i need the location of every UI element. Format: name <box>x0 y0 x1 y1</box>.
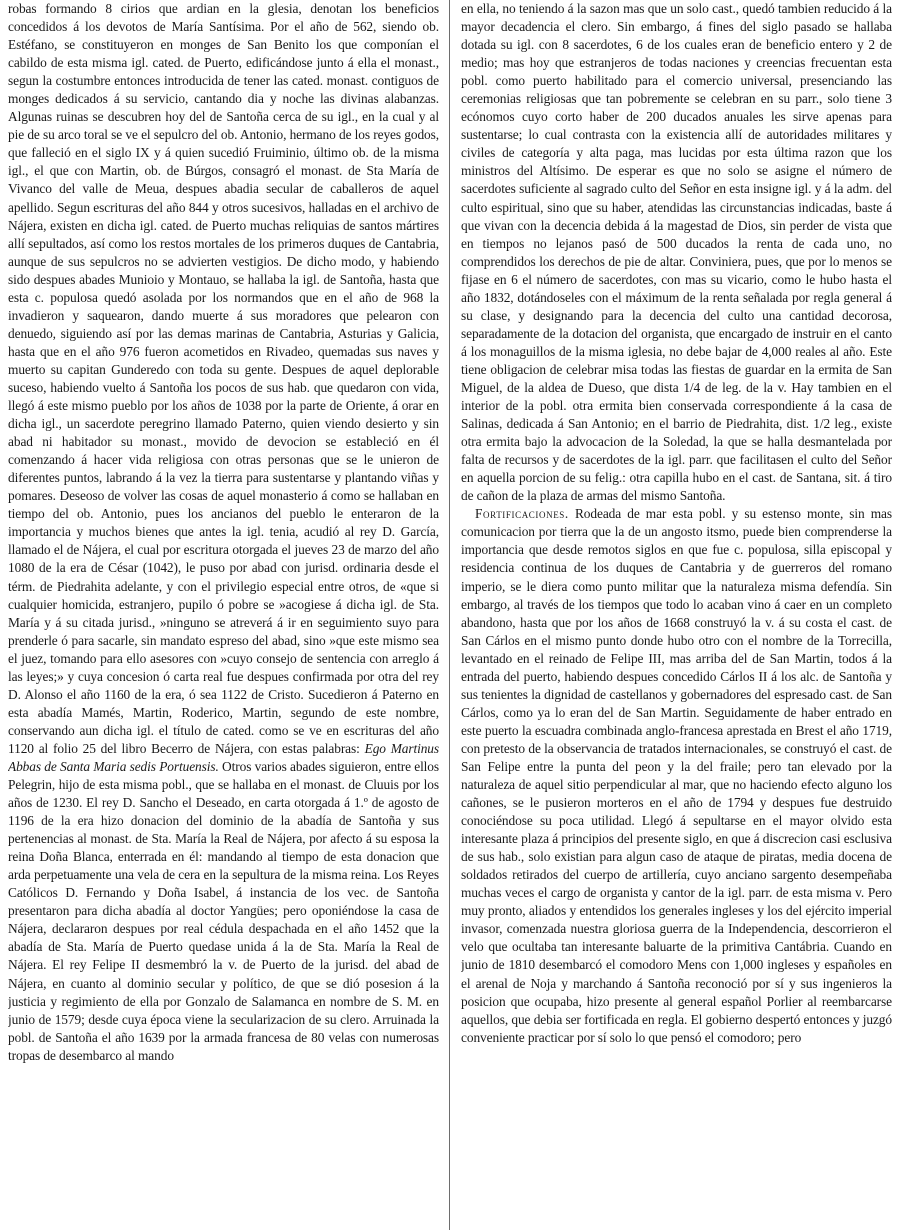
left-paragraph-1-text: robas formando 8 cirios que ardian en la glesia, denotan los beneficios concedidos á los devotos de María Santísima. Por el año de 562, siendo ob. Estéfano, se constituyeron en monges de San Benito los que componían el cabildo de esta misma igl. cated. de Puerto, edificándose junto á ella el monast., segun la costumbre entonces introducida de tener las cated. monast. contiguos de monges dedicados á su servicio, cantando dia y noche las divinas alabanzas. Algunas ruinas se descubren hoy del de Santoña cerca de su igl., en la cual y al pie de su arco toral se ve el sepulcro del ob. Antonio, hermano de los reyes godos, que falleció en el siglo IX y á quien sucedió Fruiminio, último ob. de la misma igl., el que con Martin, ob. de Búrgos, consagró el monast. de Sta María de Vivanco del valle de Meua, despues abadia secular de caballeros de aquel apellido. Segun escrituras del año 844 y otros sucesivos, halladas en el archivo de Nájera, existen en dicha igl. cated. de Puerto muchas reliquias de santos mártires allí sepultados, así como los restos mortales de los primeros duques de Cantabria, aunque de sus sepulcros no se advierten vestigios. De dicho modo, y habiendo sido despues abades Munioio y Montauo, se hallaba la igl. de Santoña, hasta que esta c. populosa quedó asolada por los normandos que en el año de 968 la invadieron y saquearon, dando muerte á sus moradores que pelearon con denuedo, siguiendo así por las demas marinas de Cantabria, Asturias y Galicia, hasta que en el año 976 fueron acometidos en Rivadeo, quemadas sus naves y muerto su capitan Gunderedo con toda su gente. Despues de aquel deplorable suceso, habiendo vuelto á Santoña los pocos de sus hab. que quedaron con vida, llegó á este mismo pueblo por los años de 1038 por la parte de Oriente, á orar en dicha igl., un sacerdote peregrino llamado Paterno, quien viendo desierto y sin abad ni habitador su monast., movido de devocion se estableció en él comenzando á hacer vida religiosa con otras personas que se le unieron de diferentes puntos, labrando á la vez la tierra para sustentarse y plantando viñas y pomares. Deseoso de volver las cosas de aquel monasterio á como se hallaban en tiempo del ob. Antonio, pues los ancianos del pueblo le enteraron de la importancia y muchos bienes que antes la igl. tenia, acudió al rey D. García, llamado el de Nájera, el cual por escritura otorgada el jueves 23 de marzo del año 1080 de la era de César (1042), le puso por abad con jurisd. ordinaria desde el térm. de Piedrahita adelante, y con el privilegio especial entre otros, de «que si cualquier homicida, estranjero, pupilo ó pobre se »acogiese á dicha igl. de Sta. María y á su citada jurisd., »ninguno se atreverá á ir en seguimiento suyo para prenderle ó para sacarle, sin mandato espreso del abad, sino »que este mismo sea el juez, tomando para ello asesores con »cuyo consejo de sentencia con arreglo á las leyes;» y cuya concesion ó carta real fue despues confirmada por otra del rey D. Alonso el año 1160 de la era, ó sea 1122 de Cristo. Sucedieron á Paterno en esta abadía Mamés, Martin, Roderico, Martin, segundo de este nombre, conservando aun dicha igl. el título de cated. como se ve en escrituras del año 1120 al folio 25 del libro Becerro de Nájera, con estas palabras: <box>8 1 439 756</box>
fortificaciones-text: Rodeada de mar esta pobl. y su estenso monte, sin mas comunicacion por tierra que la de un angosto itsmo, puede bien comprenderse la importancia que desde remotos siglos en que fue c. populosa, silla episcopal y residencia continua de los duques de Cantabria y de guerreros del romano imperio, se le diera como punto militar que la naturaleza misma defendía. Sin embargo, al través de los tiempos que todo lo acaban vino á caer en un completo abandono, hasta que por los años de 1668 construyó la v. á su costa el cast. de San Cárlos en el mismo punto donde hubo otro con el nombre de la Torrecilla, levantado en el reinado de Felipe III, mas arriba del de San Martin, todos á la entrada del puerto, habiendo despues concedido Cárlos II á los alc. de Santoña y sus tenientes la dignidad de castellanos y gobernadores del espresado cast. de San Cárlos, como ya lo eran del de San Martin. Seguidamente de haber entrado en este puerto la escuadra combinada anglo-francesa aprestada en Brest el año 1719, con pretesto de la observancia de tratados internacionales, se construyó el cast. de San Felipe entre la punta del peon y la del fraile; pero tan elevado por la naturaleza de aquel sitio perpendicular al mar, que no haciendo efecto alguno los cañones, se le pusieron morteros en el año de 1794 y despues fue destruido conociéndose su poca utilidad. Llegó á sepultarse en el mayor olvido esta interesante plaza á principios del presente siglo, en que á discrecion casi esclusiva de sus hab., solo existian para algun caso de ataque de piratas, media docena de soldados retirados del cuerpo de artillería, cuyo anciano sargento desempeñaba muchas veces el cargo de organista y cantor de la igl. parr. de esta misma v. Pero muy pronto, aliados y entendidos los generales ingleses y los del ejército imperial invasor, comenzada nuestra gloriosa guerra de la Independencia, descorrieron el velo que ocultaba tan interesante baluarte de la primitiva Cantábria. Cuando en junio de 1810 desembarcó el comodoro Mens con 1,000 ingleses y españoles en el arenal de Noja y marchando á Santoña reconoció por sí y sus ingenieros la posicion que ocupaba, hizo presente al general español Porlier al reembarcarse aquellos, que debia ser fortificada en regla. El gobierno despertó entonces y juzgó conveniente practicar por sí solo lo que pensó el comodoro; pero <box>461 506 892 1045</box>
fortificaciones-paragraph <box>461 505 892 1046</box>
left-paragraph-2-text: Otros varios abades siguieron, entre ellos Pelegrin, hijo de esta misma pobl., que se hallaba en el monast. de Cluuis por los años de 1230. El rey D. Sancho el Deseado, en carta otorgada á 1.º de agosto de 1196 de la era hizo donacion del dominio de la abadía de Santoña y sus pertenencias al monast. de Sta. María la Real de Nájera, por afecto á su esposa la reina Doña Blanca, enterrada en él: mandando al tiempo de esta donacion que arda perpetuamente una vela de cera en la sepultura de la misma reina. Los Reyes Católicos D. Fernando y Doña Isabel, á instancia de los vec. de Santoña presentaron para dicha abadía al doctor Yangües; pero oponiéndose la casa de Nájera, declararon despues por real cédula despachada en el año 1452 que la abadía de Sta. María de Puerto quedase unida á la de Sta. María la Real de Nájera. El rey Felipe II desmembró la v. de Puerto de la jurisd. del abad de Nájera, en cuanto al dominio secular y político, de que se dió posesion á la justicia y regimiento de ella por Gonzalo de Salamanca en nombre de S. M. en junio de 1579; desde cuya época viene la secularizacion de su clero. Arruinada la pobl. de Santoña el año 1639 por la armada francesa de 80 velas con numerosas tropas de desembarco al mando <box>8 758 439 1063</box>
right-column <box>461 0 892 1230</box>
section-title-fortificaciones: Fortificaciones. <box>475 506 569 522</box>
left-paragraph-1 <box>8 0 439 1065</box>
latin-quote: Ego Martinus Abbas de Santa Maria sedis Portuensis. <box>8 740 439 774</box>
column-divider <box>449 0 450 1230</box>
left-column <box>8 0 439 1230</box>
right-paragraph-1: en ella, no teniendo á la sazon mas que un solo cast., quedó tambien reducido á la mayor decadencia el clero. Sin embargo, á fines del siglo pasado se hallaba dotada su igl. con 8 sacerdotes, 6 de los cuales eran de beneficio entero y 2 de medio; mas hoy que estranjeros de todas naciones y creencias frecuentan esta pobl. como puerto habilitado para el comercio universal, presenciando las ceremonias religiosas que tan pobremente se celebran en su parr., solo tiene 3 ecónomos cuyo corto haber de 200 ducados anuales les sirve apenas para sustentarse; lo cual contrasta con la existencia allí de autoridades militares y civiles de categoría y alta paga, mas lucidas por esta última razon que los ministros del Altísimo. De esperar es que no solo se asigne el número de sacerdotes suficiente al sagrado culto del Señor en esta insigne igl. y á la adm. del culto espiritual, sino que su haber, atendidas las circunstancias indicadas, baste á que vivan con la decencia debida á la magestad de Dios, sin perder de vista que en tiempos no lejanos pasó de 500 ducados la renta de cada uno, no comprendidos los derechos de pie de altar. Conviniera, pues, que por lo menos se fijase en 6 el número de sacerdotes, con mas su vicario, como le hubo hasta el año 1832, dotándoseles con el máximum de la renta señalada por regla general á su clase, y designando para la decencia del culto una cantidad decorosa, separadamente de la dotacion del organista, que encargado de instruir en el canto á los monaguillos de la misma iglesia, no debe bajar de 4,000 reales al año. Este tiene obligacion de celebrar misa todas las fiestas de guardar en la ermita de San Miguel, de la aldea de Dueso, que dista 1/4 de leg. de la v. Hay tambien en el interior de la pobl. otra ermita bien conservada correspondiente á la casa de Salinas, dedicada á San Antonio; en el barrio de Piedrahita, dist. 1/2 leg., existe otra ermita bajo la advocacion de la Soledad, la que se halla desmantelada por falta de recursos y de sacerdotes de la igl. parr. que facilitasen el culto del Señor en aquella porcion de su felig.: otra capilla hubo en el cast. de Santana, sit. á tiro de cañon de la plaza de armas del mismo Santoña. <box>461 1 892 504</box>
